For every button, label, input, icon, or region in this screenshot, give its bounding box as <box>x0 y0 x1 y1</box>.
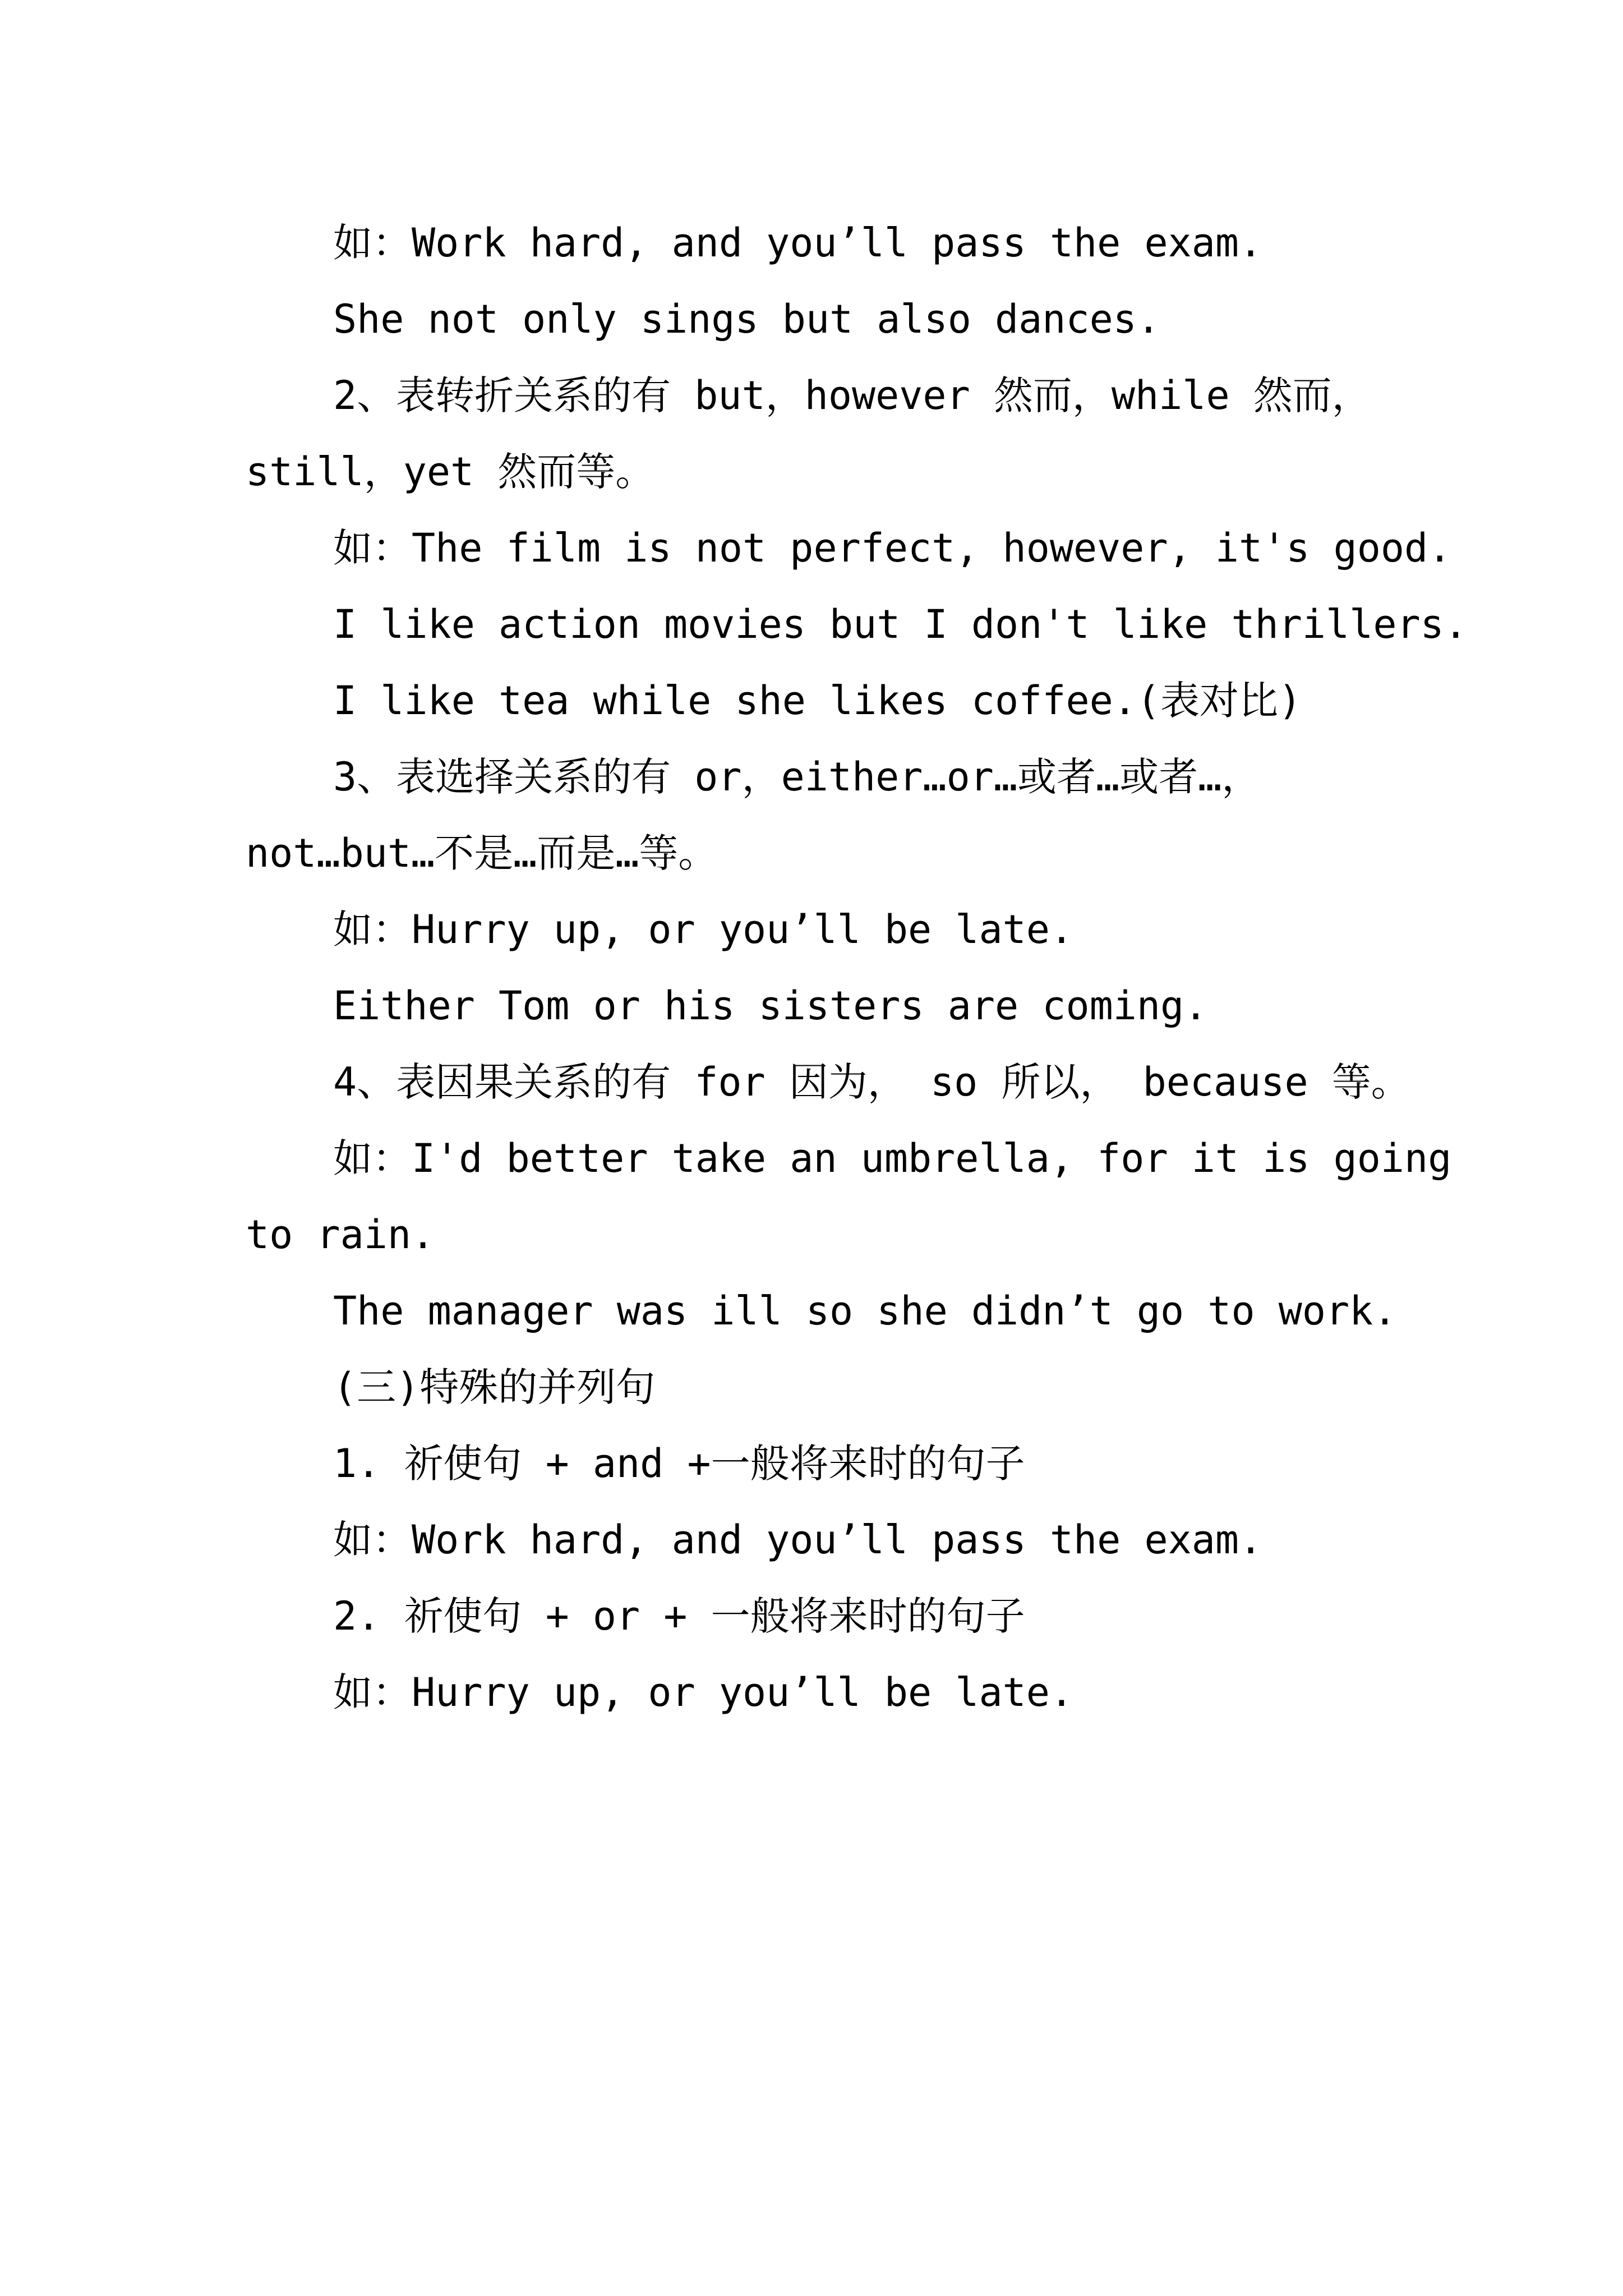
example-line: 如：Hurry up, or you’ll be late. <box>333 907 1074 953</box>
rule-line: 3、表选择关系的有 or，either…or…或者…或者…， <box>333 754 1261 800</box>
example-line: I like tea while she likes coffee.(表对比) <box>333 678 1302 724</box>
rule-line: 1. 祈使句 + and +一般将来时的句子 <box>333 1441 1025 1487</box>
rule-line: 2、表转折关系的有 but，however 然而，while 然而， <box>333 372 1371 418</box>
rule-line-continuation: still，yet 然而等。 <box>246 449 655 495</box>
rule-line: 4、表因果关系的有 for 因为， so 所以， because 等。 <box>333 1059 1410 1105</box>
example-line: The manager was ill so she didn’t go to work. <box>333 1288 1397 1334</box>
example-line: 如：Work hard, and you’ll pass the exam. <box>333 220 1263 266</box>
example-line: 如：Hurry up, or you’ll be late. <box>333 1669 1074 1715</box>
rule-line: 2. 祈使句 + or + 一般将来时的句子 <box>333 1593 1025 1639</box>
example-line: Either Tom or his sisters are coming. <box>333 983 1208 1029</box>
example-line: She not only sings but also dances. <box>333 296 1161 342</box>
example-line: 如：Work hard, and you’ll pass the exam. <box>333 1517 1263 1563</box>
rule-line-continuation: not…but…不是…而是…等。 <box>246 830 718 876</box>
example-line: I like action movies but I don't like thrillers. <box>333 601 1468 647</box>
section-heading: (三)特殊的并列句 <box>333 1364 656 1410</box>
example-line-continuation: to rain. <box>246 1212 435 1258</box>
example-line: 如：I'd better take an umbrella, for it is going <box>333 1135 1452 1181</box>
example-line: 如：The film is not perfect, however, it's good. <box>333 525 1452 571</box>
